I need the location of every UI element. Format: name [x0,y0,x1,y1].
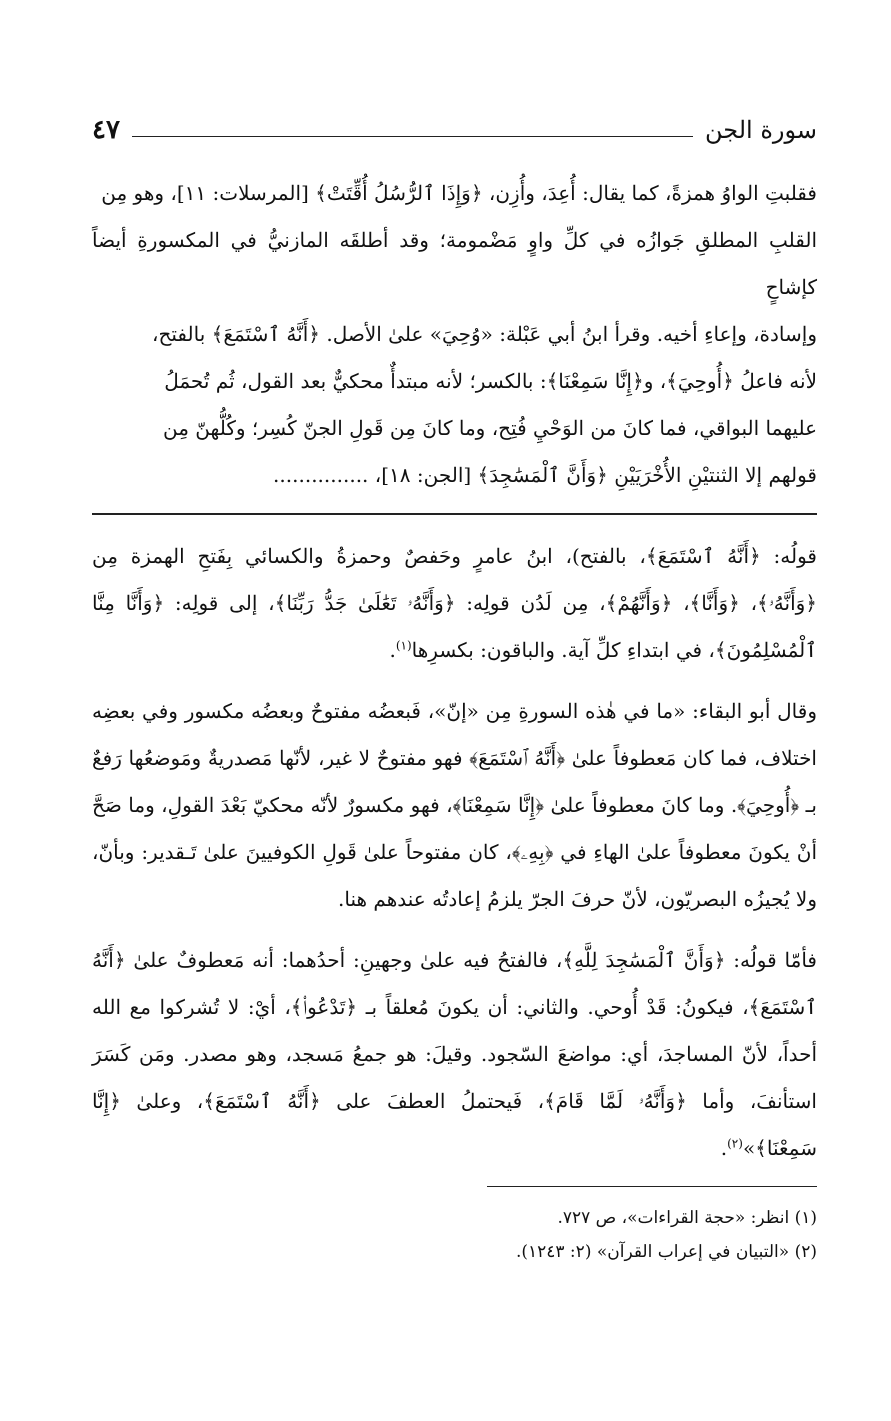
surah-title: سورة الجن [704,116,817,144]
section-divider [92,513,817,515]
top-line: القلبِ المطلقِ جَوازُه في كلِّ واوٍ مَضْمومة؛ وقد أطلقَه المازنيُّ في المكسورةِ أيضاً كإشاحٍ [92,228,817,299]
footnotes [92,1201,817,1269]
top-line: قولهم إلا الثنتيْنِ الأُخْرَيَيْنِ ﴿وَأَنَّ ٱلْمَسَٰجِدَ﴾ [الجن: ١٨]، ............... [273,463,817,487]
page-header [92,110,817,150]
top-line: لأنه فاعلُ ﴿أُوحِيَ﴾، و﴿إِنَّا سَمِعْنَا﴾: بالكسر؛ لأنه مبتدأٌ محكيٌّ بعد القول، ثُم تُحمَلُ [164,369,817,393]
book-page [92,110,817,1269]
footnote-rule [487,1186,817,1187]
top-line: فقلبتِ الواوُ همزةً، كما يقال: أُعِدَ، وأُزِن، ﴿وَإِذَا ٱلرُّسُلُ أُقِّتَتْ﴾ [المرسلات: ١١]، وهو مِن [101,181,817,205]
footnote-item: (١) انظر: «حجة القراءات»، ص ٧٢٧. [557,1208,817,1228]
page-number: ٤٧ [92,115,120,145]
top-section [92,170,817,499]
footnote-item: (٢) «التبيان في إعراب القرآن» (٢: ١٢٤٣). [515,1242,817,1262]
commentary-paragraph [92,688,817,923]
footnote-ref[interactable]: (٢) [727,1136,743,1151]
commentary-section [92,533,817,1172]
paragraph-text: وقال أبو البقاء: «ما في هٰذه السورةِ مِن «إنّ»، فَبعضُه مفتوحٌ وبعضُه مكسور وفي بعضِه اختلاف، فما كان مَعطوفاً علىٰ ﴿أَنَّهُ ٱسْتَمَعَ﴾ فهو مفتوحٌ لا غير، لأنّها مَصدريةٌ ومَوضعُها رَفعٌ بـ ﴿أُوحِيَ﴾. وما كانَ معطوفاً علىٰ ﴿إِنَّا سَمِعْنَا﴾، فهو مكسورٌ لأنّه محكيّ بَعْدَ القولِ، وما صَحَّ أنْ يكونَ معطوفاً علىٰ الهاءِ في ﴿بِهِۦ﴾، كان مفتوحاً علىٰ قَولِ الكوفيينَ علىٰ تَـقدير: وبأنّ، ولا يُجيزُه البصريّون، لأنّ حرفَ الجرّ يلزمُ إعادتُه عندهم هنا. [92,699,817,911]
commentary-paragraph: فأمّا قولُه: ﴿وَأَنَّ ٱلْمَسَٰجِدَ لِلَّهِ﴾، فالفتحُ فيه علىٰ وجهينِ: أحدُهما: أنه مَعطوفٌ علىٰ ﴿أَنَّهُ ٱسْتَمَعَ﴾، فيكونُ: قَدْ أُوحي. والثاني: أن يكونَ مُعلقاً بـ ﴿تَدْعُوا۟﴾، أيْ: لا تُشركوا مع الله أحداً، لأنّ المساجدَ، أي: مواضعَ السّجود. وقيلَ: هو جمعُ مَسجد، وهو مصدر. ومَن كَسَرَ استأنفَ، وأما ﴿وَأَنَّهُۥ لَمَّا قَامَ﴾، فَيحتملُ العطفَ على ﴿أَنَّهُ ٱسْتَمَعَ﴾، وعلىٰ ﴿إِنَّا سَمِعْنَا﴾»$^{(٢)}$. [92,948,817,1160]
header-rule [132,136,693,137]
footnote-ref[interactable]: (١) [395,638,412,653]
paragraph-text: قولُه: ﴿أَنَّهُ ٱسْتَمَعَ﴾، بالفتح)، ابنُ عامرٍ وحَفصٌ وحمزةُ والكسائي بِفَتحِ الهمزة مِن ﴿وَأَنَّهُۥ﴾، ﴿وَأَنَّا﴾، ﴿وَأَنَّهُمْ﴾، مِن لَدُن قولِه: ﴿وَأَنَّهُۥ تَعَٰلَىٰ جَدُّ رَبِّنَا﴾، إلى قولِه: ﴿وَأَنَّا مِنَّا ٱلْمُسْلِمُونَ﴾، في ابتداءِ كلِّ آية. والباقون: بكسرِها [92,544,817,662]
top-line: وإسادة، وإعاءِ أخيه. وقرأ ابنُ أبي عَبْلة: «وُحِيَ» علىٰ الأصل. ﴿أَنَّهُ ٱسْتَمَعَ﴾ بالفتح، [152,322,817,346]
paragraph-text: فأمّا قولُه: ﴿وَأَنَّ ٱلْمَسَٰجِدَ لِلَّهِ﴾، فالفتحُ فيه علىٰ وجهينِ: أحدُهما: أنه مَعطوفٌ علىٰ ﴿أَنَّهُ ٱسْتَمَعَ﴾، فيكونُ: قَدْ أُوحي. والثاني: أن يكونَ مُعلقاً بـ ﴿تَدْعُوا۟﴾، أيْ: لا تُشركوا مع الله أحداً، لأنّ المساجدَ، أي: مواضعَ السّجود. وقيلَ: هو جمعُ مَسجد، وهو مصدر. ومَن كَسَرَ استأنفَ، وأما ﴿وَأَنَّهُۥ لَمَّا قَامَ﴾، فَيحتملُ العطفَ على ﴿أَنَّهُ ٱسْتَمَعَ﴾، وعلىٰ ﴿إِنَّا سَمِعْنَا﴾» [92,948,817,1160]
top-line: عليهما البواقي، فما كانَ من الوَحْيِ فُتِح، وما كانَ مِن قَولِ الجنّ كُسِر؛ وكُلُّهنّ مِن [162,416,817,440]
commentary-paragraph: قولُه: ﴿أَنَّهُ ٱسْتَمَعَ﴾، بالفتح)، ابنُ عامرٍ وحَفصٌ وحمزةُ والكسائي بِفَتحِ الهمزة مِن ﴿وَأَنَّهُۥ﴾، ﴿وَأَنَّا﴾، ﴿وَأَنَّهُمْ﴾، مِن لَدُن قولِه: ﴿وَأَنَّهُۥ تَعَٰلَىٰ جَدُّ رَبِّنَا﴾، إلى قولِه: ﴿وَأَنَّا مِنَّا ٱلْمُسْلِمُونَ﴾، في ابتداءِ كلِّ آية. والباقون: بكسرِها$^{(١)}$. [92,544,817,662]
